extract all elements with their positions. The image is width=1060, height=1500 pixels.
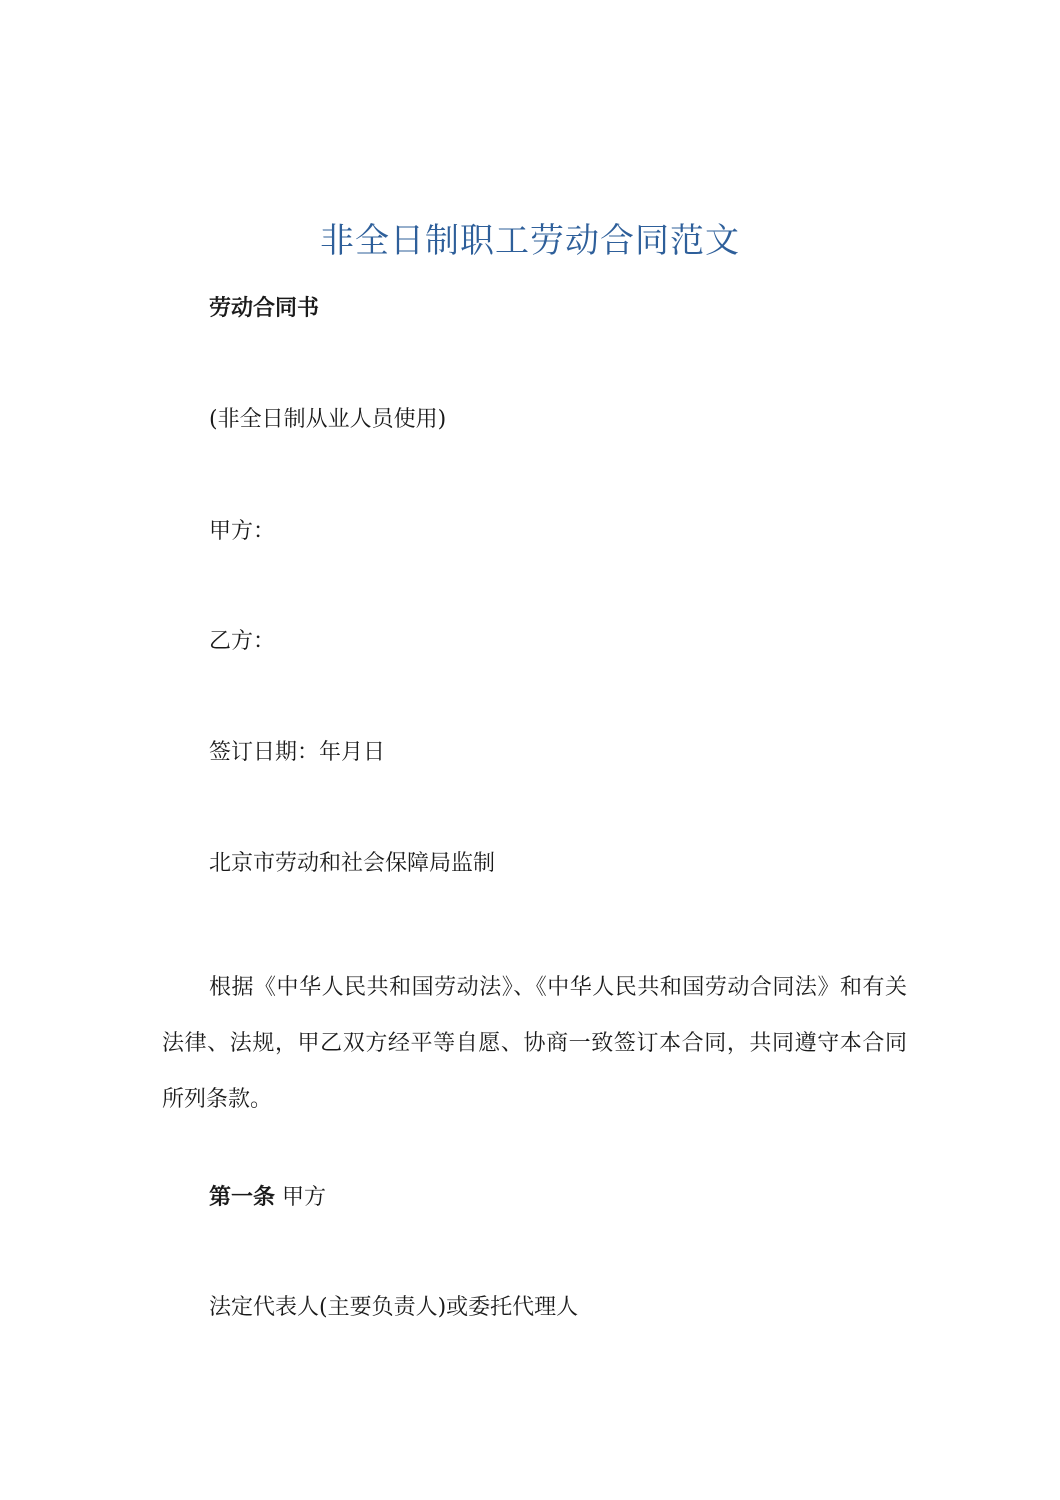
contract-heading: 劳动合同书 [209,295,320,321]
preamble-paragraph: 根据《中华人民共和国劳动法》、《中华人民共和国劳动合同法》和有关法律、法规，甲乙双方经平等自愿、协商一致签订本合同，共同遵守本合同所列条款。 [162,975,907,1112]
supervisor-line: 北京市劳动和社会保障局监制 [209,851,496,876]
article-1-heading [209,1182,326,1213]
article-1-text: 甲方 [275,1185,327,1210]
legal-representative-line: 法定代表人(主要负责人)或委托代理人 [209,1295,579,1320]
party-b-line: 乙方： [209,629,276,654]
usage-note: (非全日制从业人员使用) [209,407,447,432]
document-title: 非全日制职工劳动合同范文 [320,221,740,261]
article-1-label: 第一条 [209,1184,276,1210]
party-a-line: 甲方： [209,519,276,544]
sign-date-line: 签订日期：年月日 [209,740,386,765]
